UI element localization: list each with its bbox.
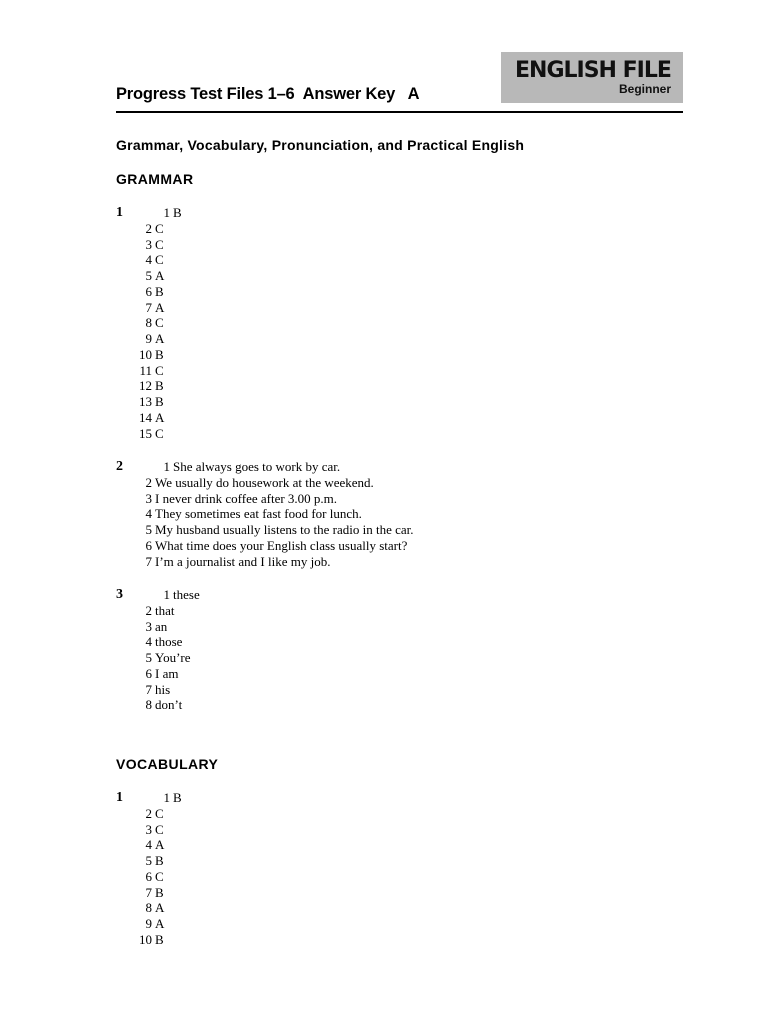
item-answer: A — [155, 409, 165, 425]
logo-title: ENGLISH FILE — [515, 58, 671, 83]
item-answer: A — [155, 299, 165, 315]
item-answer: C — [155, 868, 164, 884]
item-answer: A — [155, 331, 165, 346]
item-number: 4 — [145, 252, 152, 268]
english-file-logo — [501, 52, 683, 103]
item-number: 1 — [163, 587, 170, 602]
item-answer: C — [155, 220, 164, 236]
item-answer: We usually do housework at the weekend. — [155, 474, 374, 490]
item-number: 5 — [145, 268, 152, 283]
item-answer: C — [155, 425, 164, 441]
exercise-number: 2 — [116, 459, 123, 474]
item-number: 2 — [145, 474, 152, 490]
page-title: Progress Test Files 1–6 Answer Key A — [116, 85, 420, 103]
section-subtitle: Grammar, Vocabulary, Pronunciation, and Practical English — [116, 137, 525, 153]
item-number: 2 — [145, 805, 152, 821]
item-number: 6 — [145, 868, 152, 884]
item-answer: I am — [155, 665, 179, 681]
item-answer: What time does your English class usually start? — [155, 537, 408, 553]
item-number: 10 — [139, 346, 152, 362]
item-number: 3 — [145, 236, 152, 252]
item-number: 10 — [139, 931, 152, 947]
item-answer: She always goes to work by car. — [173, 459, 341, 474]
item-number: 3 — [145, 618, 152, 634]
item-number: 5 — [145, 650, 152, 665]
item-number: 7 — [145, 553, 152, 569]
item-number: 9 — [145, 916, 152, 931]
item-number: 2 — [145, 602, 152, 618]
item-number: 14 — [139, 409, 152, 425]
item-answer: I never drink coffee after 3.00 p.m. — [155, 490, 338, 506]
item-number: 1 — [163, 459, 170, 474]
item-number: 5 — [145, 522, 152, 537]
exercise-number: 1 — [116, 790, 123, 805]
item-answer: don’t — [155, 697, 183, 713]
item-number: 7 — [145, 884, 152, 900]
exercise-number: 1 — [116, 205, 123, 220]
item-number: 6 — [145, 537, 152, 553]
item-number: 3 — [145, 490, 152, 506]
item-answer: C — [155, 252, 164, 268]
item-number: 6 — [145, 665, 152, 681]
item-answer: C — [155, 362, 164, 378]
item-number: 7 — [145, 681, 152, 697]
item-answer: I’m a journalist and I like my job. — [155, 553, 331, 569]
grammar-heading: GRAMMAR — [116, 171, 194, 187]
item-number: 5 — [145, 853, 152, 868]
item-number: 6 — [145, 283, 152, 299]
item-answer: his — [155, 681, 171, 697]
item-answer: B — [155, 853, 164, 868]
item-number: 11 — [139, 362, 152, 378]
item-answer: those — [155, 634, 183, 650]
item-answer: You’re — [155, 650, 191, 665]
item-answer: A — [155, 900, 165, 916]
item-answer: C — [155, 805, 164, 821]
item-answer: C — [155, 315, 164, 331]
item-answer: B — [173, 790, 182, 805]
item-number: 9 — [145, 331, 152, 346]
vocabulary-heading: VOCABULARY — [116, 756, 219, 772]
item-answer: A — [155, 837, 165, 853]
item-number: 4 — [145, 506, 152, 522]
item-answer: B — [155, 394, 164, 409]
item-answer: B — [155, 346, 164, 362]
item-answer: B — [155, 931, 164, 947]
item-answer: an — [155, 618, 168, 634]
item-number: 1 — [163, 790, 170, 805]
item-answer: A — [155, 268, 165, 283]
item-number: 8 — [145, 697, 152, 713]
item-answer: C — [155, 236, 164, 252]
item-number: 8 — [145, 315, 152, 331]
item-answer: C — [155, 821, 164, 837]
item-number: 2 — [145, 220, 152, 236]
item-answer: these — [173, 587, 200, 602]
item-answer: B — [155, 283, 164, 299]
item-number: 8 — [145, 900, 152, 916]
item-number: 15 — [139, 425, 152, 441]
item-answer: A — [155, 916, 165, 931]
item-answer: that — [155, 602, 175, 618]
item-answer: B — [173, 205, 182, 220]
item-number: 1 — [163, 205, 170, 220]
item-number: 7 — [145, 299, 152, 315]
item-number: 13 — [139, 394, 152, 409]
exercise-number: 3 — [116, 587, 123, 602]
item-answer: My husband usually listens to the radio in the car. — [155, 522, 414, 537]
item-answer: B — [155, 378, 164, 394]
header-divider — [116, 111, 683, 113]
item-number: 4 — [145, 837, 152, 853]
item-answer: They sometimes eat fast food for lunch. — [155, 506, 362, 522]
item-number: 12 — [139, 378, 152, 394]
item-answer: B — [155, 884, 164, 900]
logo-level: Beginner — [618, 82, 671, 96]
item-number: 4 — [145, 634, 152, 650]
item-number: 3 — [145, 821, 152, 837]
